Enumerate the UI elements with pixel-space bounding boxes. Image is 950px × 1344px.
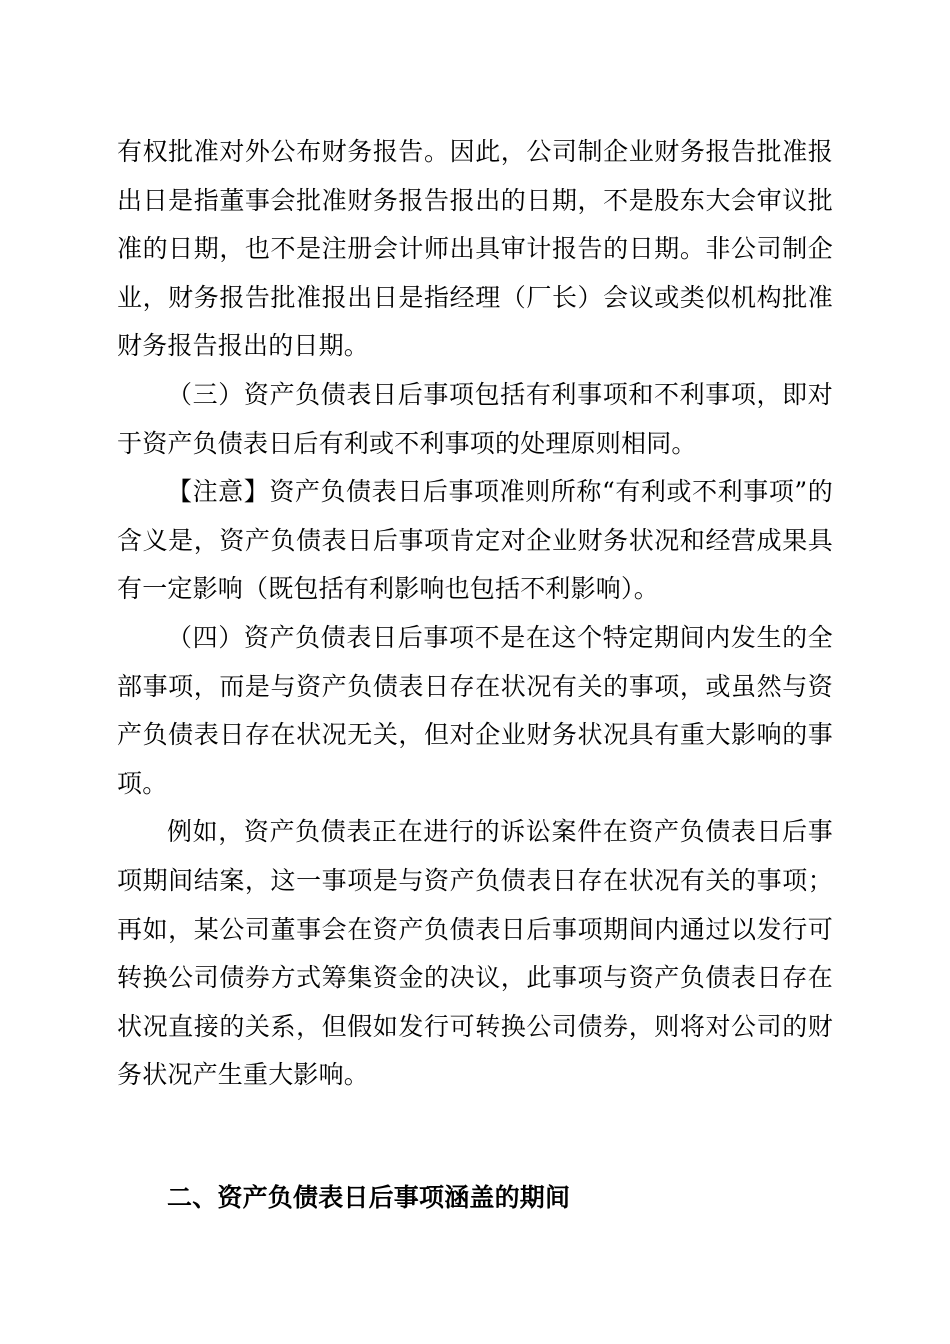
document-body <box>117 128 833 1100</box>
paragraph-item-three: （三）资产负债表日后事项包括有利事项和不利事项，即对于资产负债表日后有利或不利事项的处理原则相同。 <box>117 379 833 458</box>
paragraph-note: 【注意】资产负债表日后事项准则所称“有利或不利事项”的含义是，资产负债表日后事项肯定对企业财务状况和经营成果具有一定影响（既包括有利影响也包括不利影响）。 <box>117 477 833 604</box>
section-heading: 二、资产负债表日后事项涵盖的期间 <box>167 1183 571 1212</box>
paragraph-example: 例如，资产负债表正在进行的诉讼案件在资产负债表日后事项期间结案，这一事项是与资产负债表日存在状况有关的事项；再如，某公司董事会在资产负债表日后事项期间内通过以发行可转换公司债券方式筹集资金的决议，此事项与资产负债表日存在状况直接的关系，但假如发行可转换公司债券，则将对公司的财务状况产生重大影响。 <box>117 817 833 1090</box>
paragraph-continuation: 有权批准对外公布财务报告。因此，公司制企业财务报告批准报出日是指董事会批准财务报告报出的日期，不是股东大会审议批准的日期，也不是注册会计师出具审计报告的日期。非公司制企业，财务报告批准报出日是指经理（厂长）会议或类似机构批准财务报告报出的日期。 <box>117 137 833 361</box>
paragraph-item-four: （四）资产负债表日后事项不是在这个特定期间内发生的全部事项，而是与资产负债表日存在状况有关的事项，或虽然与资产负债表日存在状况无关，但对企业财务状况具有重大影响的事项。 <box>117 622 833 798</box>
